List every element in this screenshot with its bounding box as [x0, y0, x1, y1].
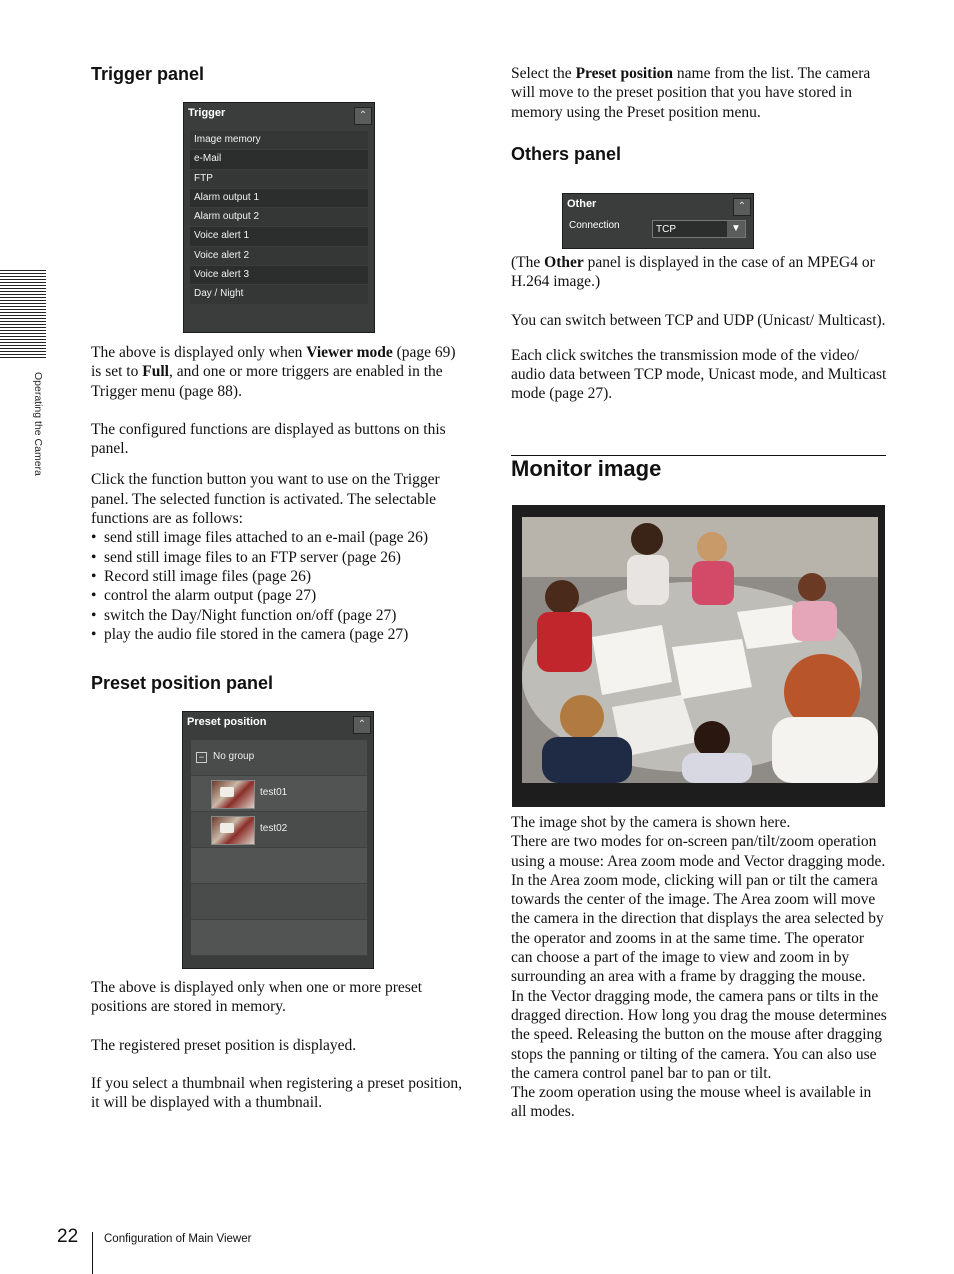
preset-heading: Preset position panel: [91, 673, 274, 693]
monitor-description: [511, 813, 889, 1122]
trigger-item[interactable]: Alarm output 2: [190, 208, 368, 227]
other-panel: [562, 193, 754, 249]
trigger-button-list: [190, 131, 368, 301]
preset-description: [91, 978, 466, 1112]
others-para-3: Each click switches the transmission mode of the video/ audio data between TCP mode, Unicast mode, and Multicast mode (page 27).: [511, 346, 887, 403]
preset-select-text: Select the Preset position name from the list. The camera will move to the preset position that you have stored in memory using the Preset position menu.: [511, 65, 871, 121]
preset-list: [191, 740, 367, 948]
trigger-panel-title: Trigger: [188, 107, 226, 119]
trigger-item[interactable]: Alarm output 1: [190, 189, 368, 208]
preset-para-1: The above is displayed only when one or more preset positions are stored in memory.: [91, 979, 423, 1016]
monitor-line-1: The image shot by the camera is shown here.: [511, 814, 791, 831]
preset-empty-row: [191, 920, 367, 956]
collapse-icon[interactable]: ⌃: [353, 716, 371, 734]
preset-thumbnail[interactable]: [211, 816, 255, 845]
connection-label: Connection: [569, 220, 620, 231]
dropdown-arrow-icon[interactable]: ▼: [727, 221, 745, 237]
monitor-line-2: There are two modes for on-screen pan/tilt/zoom operation using a mouse: Area zoom mode and Vector dragging mode.: [511, 833, 886, 870]
trigger-function-list: [91, 528, 466, 644]
collapse-group-icon[interactable]: −: [196, 752, 207, 763]
connection-value: TCP: [656, 224, 676, 235]
preset-entry-label: test01: [260, 787, 288, 798]
monitor-line-5: The zoom operation using the mouse wheel is available in all modes.: [511, 1084, 872, 1121]
trigger-item[interactable]: e-Mail: [190, 150, 368, 169]
page-number: 22: [57, 1226, 79, 1247]
trigger-description: [91, 343, 466, 644]
trigger-item[interactable]: Image memory: [190, 131, 368, 150]
preset-group-row[interactable]: [191, 740, 367, 776]
preset-empty-row: [191, 884, 367, 920]
trigger-item[interactable]: Day / Night: [190, 285, 368, 304]
collapse-icon[interactable]: ⌃: [733, 198, 751, 216]
list-item: • control the alarm output (page 27): [91, 586, 466, 605]
preset-para-2: The registered preset position is displayed.: [91, 1036, 357, 1054]
trigger-item[interactable]: Voice alert 1: [190, 227, 368, 246]
others-para-1: (The Other panel is displayed in the case of an MPEG4 or H.264 image.): [511, 254, 875, 291]
preset-thumbnail[interactable]: [211, 780, 255, 809]
trigger-para-3: Click the function button you want to use on the Trigger panel. The selected function is activated. The selectable functions are as follows:: [91, 471, 440, 528]
monitor-line-4: In the Vector dragging mode, the camera pans or tilts in the dragged direction. How long you drag the mouse determines the speed. Releasing the button on the mouse after dragging stops the panning or tilting of the camera. You can also use the camera control panel bar to pan or tilt.: [511, 987, 887, 1082]
footer-divider: [92, 1232, 93, 1274]
preset-position-panel: [182, 711, 374, 969]
preset-entry-label: test02: [260, 823, 288, 834]
connection-select[interactable]: [652, 220, 746, 238]
preset-empty-row: [191, 848, 367, 884]
camera-image[interactable]: [522, 517, 878, 783]
trigger-para-2: The configured functions are displayed as buttons on this panel.: [91, 420, 446, 458]
monitor-line-3: In the Area zoom mode, clicking will pan or tilt the camera towards the center of the image. The Area zoom will move the camera in the direction that displays the area selected by the operator and zooms in at the same time. The operator can choose a part of the image to view and zoom in by surrounding an area with a frame by dragging the mouse.: [511, 871, 884, 986]
collapse-icon[interactable]: ⌃: [354, 107, 372, 125]
monitor-heading: Monitor image: [511, 456, 662, 481]
preset-entry[interactable]: [191, 776, 367, 812]
list-item: • send still image files to an FTP server (page 26): [91, 548, 466, 567]
trigger-item[interactable]: Voice alert 3: [190, 266, 368, 285]
list-item: • switch the Day/Night function on/off (page 27): [91, 606, 466, 625]
trigger-para-1: The above is displayed only when Viewer mode (page 69) is set to Full, and one or more triggers are enabled in the Trigger menu (page 88).: [91, 344, 456, 400]
side-section-label: Operating the Camera: [32, 372, 44, 476]
list-item: • send still image files attached to an e-mail (page 26): [91, 528, 466, 547]
others-description: [511, 253, 889, 404]
preset-group-label: No group: [213, 751, 255, 762]
trigger-panel: [183, 102, 375, 333]
footer-chapter: Configuration of Main Viewer: [104, 1233, 252, 1245]
classroom-photo: [522, 517, 878, 783]
list-item: • Record still image files (page 26): [91, 567, 466, 586]
side-tab-marker: [0, 270, 46, 360]
trigger-heading: Trigger panel: [91, 64, 205, 84]
trigger-item[interactable]: Voice alert 2: [190, 247, 368, 266]
preset-para-3: If you select a thumbnail when registering a preset position, it will be displayed with a thumbnail.: [91, 1074, 463, 1112]
list-item: • play the audio file stored in the camera (page 27): [91, 625, 466, 644]
others-para-2: You can switch between TCP and UDP (Unicast/ Multicast).: [511, 311, 886, 329]
monitor-image-frame[interactable]: [512, 505, 885, 807]
preset-entry[interactable]: [191, 812, 367, 848]
others-heading: Others panel: [511, 144, 622, 164]
trigger-item[interactable]: FTP: [190, 170, 368, 189]
other-panel-title: Other: [567, 198, 597, 210]
preset-panel-title: Preset position: [187, 716, 267, 728]
